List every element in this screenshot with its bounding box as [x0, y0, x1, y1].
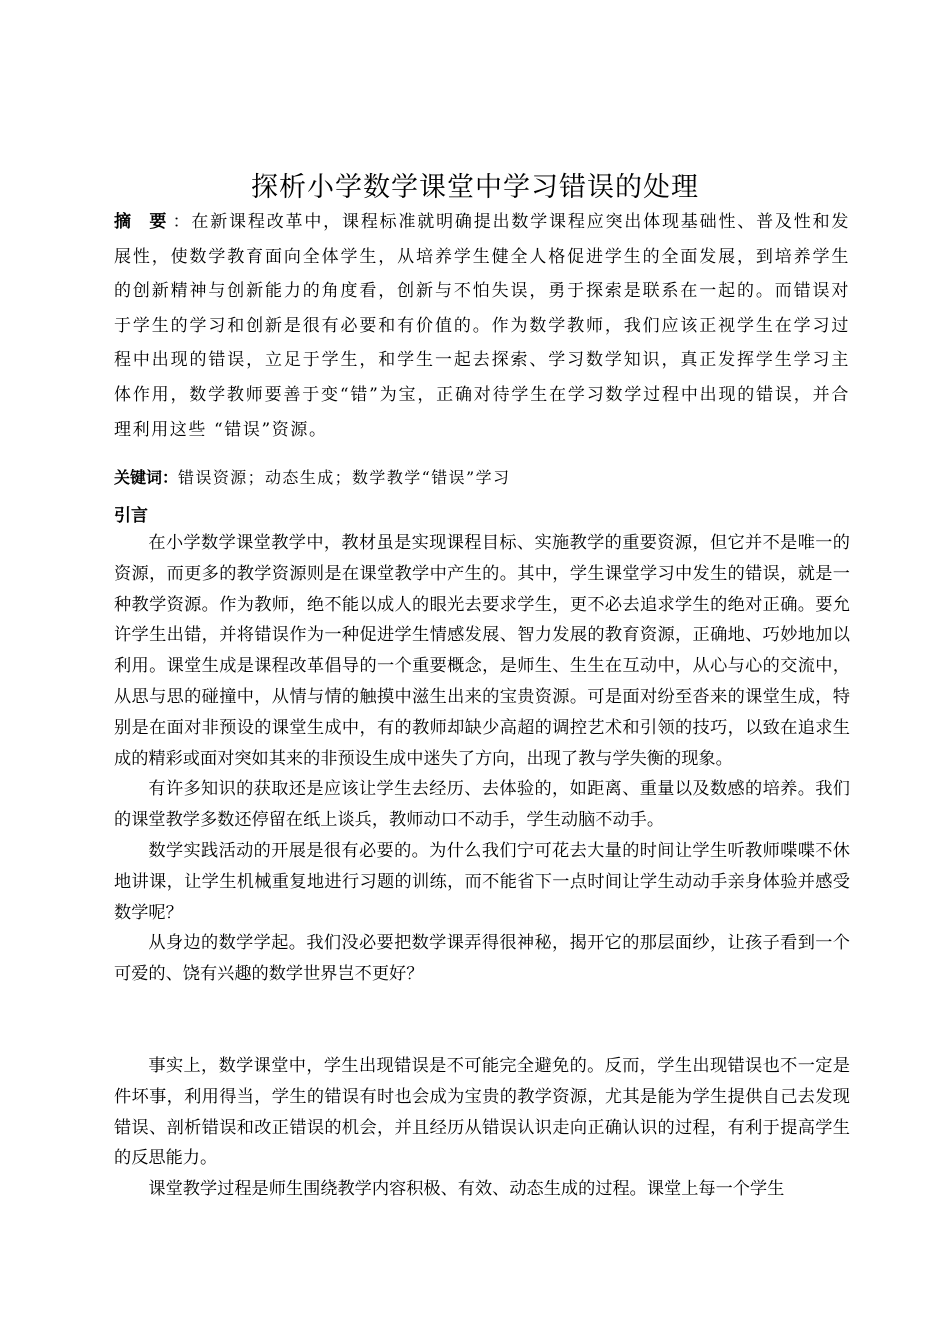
keywords-label: 关键词： — [114, 468, 179, 487]
paragraph: 在小学数学课堂教学中，教材虽是实现课程目标、实施教学的重要资源，但它并不是唯一的资源，而更多的教学资源则是在课堂教学中产生的。其中，学生课堂学习中发生的错误，就是一种教学资源。作为教师，绝不能以成人的眼光去要求学生，更不必去追求学生的绝对正确。要允许学生出错，并将错误作为一种促进学生情感发展、智力发展的教育资源，正确地、巧妙地加以利用。课堂生成是课程改革倡导的一个重要概念，是师生、生生在互动中，从心与心的交流中，从思与思的碰撞中，从情与情的触摸中滋生出来的宝贵资源。可是面对纷至沓来的课堂生成，特别是在面对非预设的课堂生成中，有的教师却缺少高超的调控艺术和引领的技巧，以致在追求生成的精彩或面对突如其来的非预设生成中迷失了方向，出现了教与学失衡的现象。 — [114, 533, 850, 769]
paragraph-spacer — [114, 990, 850, 1051]
abstract-label: 摘 要 — [114, 212, 173, 232]
paragraph: 事实上，数学课堂中，学生出现错误是不可能完全避免的。反而，学生出现错误也不一定是件坏事，利用得当，学生的错误有时也会成为宝贵的教学资源，尤其是能为学生提供自己去发现错误、剖析错误和改正错误的机会，并且经历从错误认识走向正确认识的过程，有利于提高学生的反思能力。 — [114, 1055, 850, 1169]
section-heading-intro: 引言 — [114, 506, 148, 526]
paragraph: 课堂教学过程是师生围绕教学内容积极、有效、动态生成的过程。课堂上每一个学生 — [148, 1179, 785, 1200]
body-text — [114, 528, 850, 1205]
abstract — [114, 205, 850, 447]
keywords — [114, 465, 850, 491]
paragraph: 数学实践活动的开展是很有必要的。为什么我们宁可花去大量的时间让学生听教师喋喋不休地讲课，让学生机械重复地进行习题的训练，而不能省下一点时间让学生动动手亲身体验并感受数学呢？ — [114, 840, 850, 923]
document-title: 探析小学数学课堂中学习错误的处理 — [251, 172, 699, 203]
keywords-text: 错误资源；动态生成；数学教学“错误”学习 — [178, 468, 511, 487]
paragraph: 从身边的数学学起。我们没必要把数学课弄得很神秘，揭开它的那层面纱，让孩子看到一个可爱的、饶有兴趣的数学世界岂不更好？ — [114, 933, 850, 985]
abstract-text: ：在新课程改革中，课程标准就明确提出数学课程应突出体现基础性、普及性和发展性，使数学教育面向全体学生，从培养学生健全人格促进学生的全面发展，到培养学生的创新精神与创新能力的角度看，创新与不怕失误，勇于探索是联系在一起的。而错误对于学生的学习和创新是很有必要和有价值的。作为数学教师，我们应该正视学生在学习过程中出现的错误，立足于学生，和学生一起去探索、学习数学知识，真正发挥学生学习主体作用，数学教师要善于变“错”为宝，正确对待学生在学习数学过程中出现的错误，并合理利用这些 “错误”资源。 — [114, 212, 850, 440]
paragraph: 有许多知识的获取还是应该让学生去经历、去体验的，如距离、重量以及数感的培养。我们的课堂教学多数还停留在纸上谈兵，教师动口不动手，学生动脑不动手。 — [114, 779, 850, 831]
